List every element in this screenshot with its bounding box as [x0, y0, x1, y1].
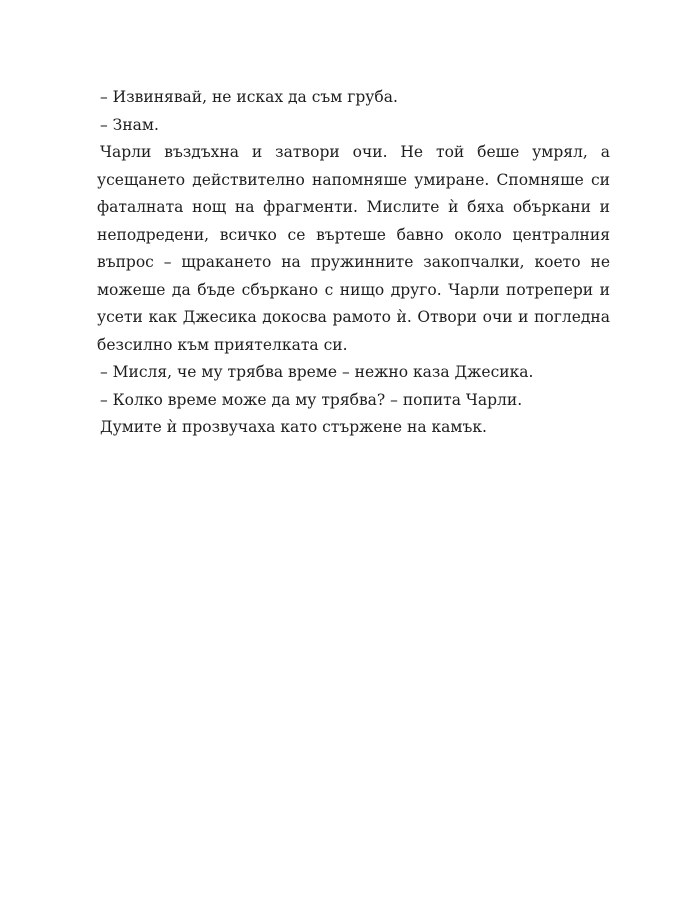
paragraph-apology: – Извинявай, не исках да съм груба. — [100, 88, 398, 106]
body-text — [97, 84, 610, 442]
paragraph-reply: – Знам. — [100, 115, 159, 134]
paragraph-charlie-question: – Колко време може да му трябва? – попита Чарли. — [100, 390, 523, 409]
paragraph-jessica-line: – Мисля, че му трябва време – нежно каза Джесика. — [100, 363, 534, 381]
paragraph-narration: Чарли въздъхна и затвори очи. Не той беше умрял, а усещането действително напомняше умиране. Спомняше си фаталната нощ на фрагменти. Мислите ѝ бяха объркани и неподредени, всичко се въртеше бавно около централния въпрос – щракането на пружинните закопчалки, което не можеше да бъде сбъркано с нищо друго. Чарли потрепери и усети как Джесика докосва рамото ѝ. Отвори очи и погледна безсилно към приятелката си. — [97, 143, 610, 354]
paragraph-closing: Думите ѝ прозвучаха като стържене на камък. — [100, 418, 487, 436]
